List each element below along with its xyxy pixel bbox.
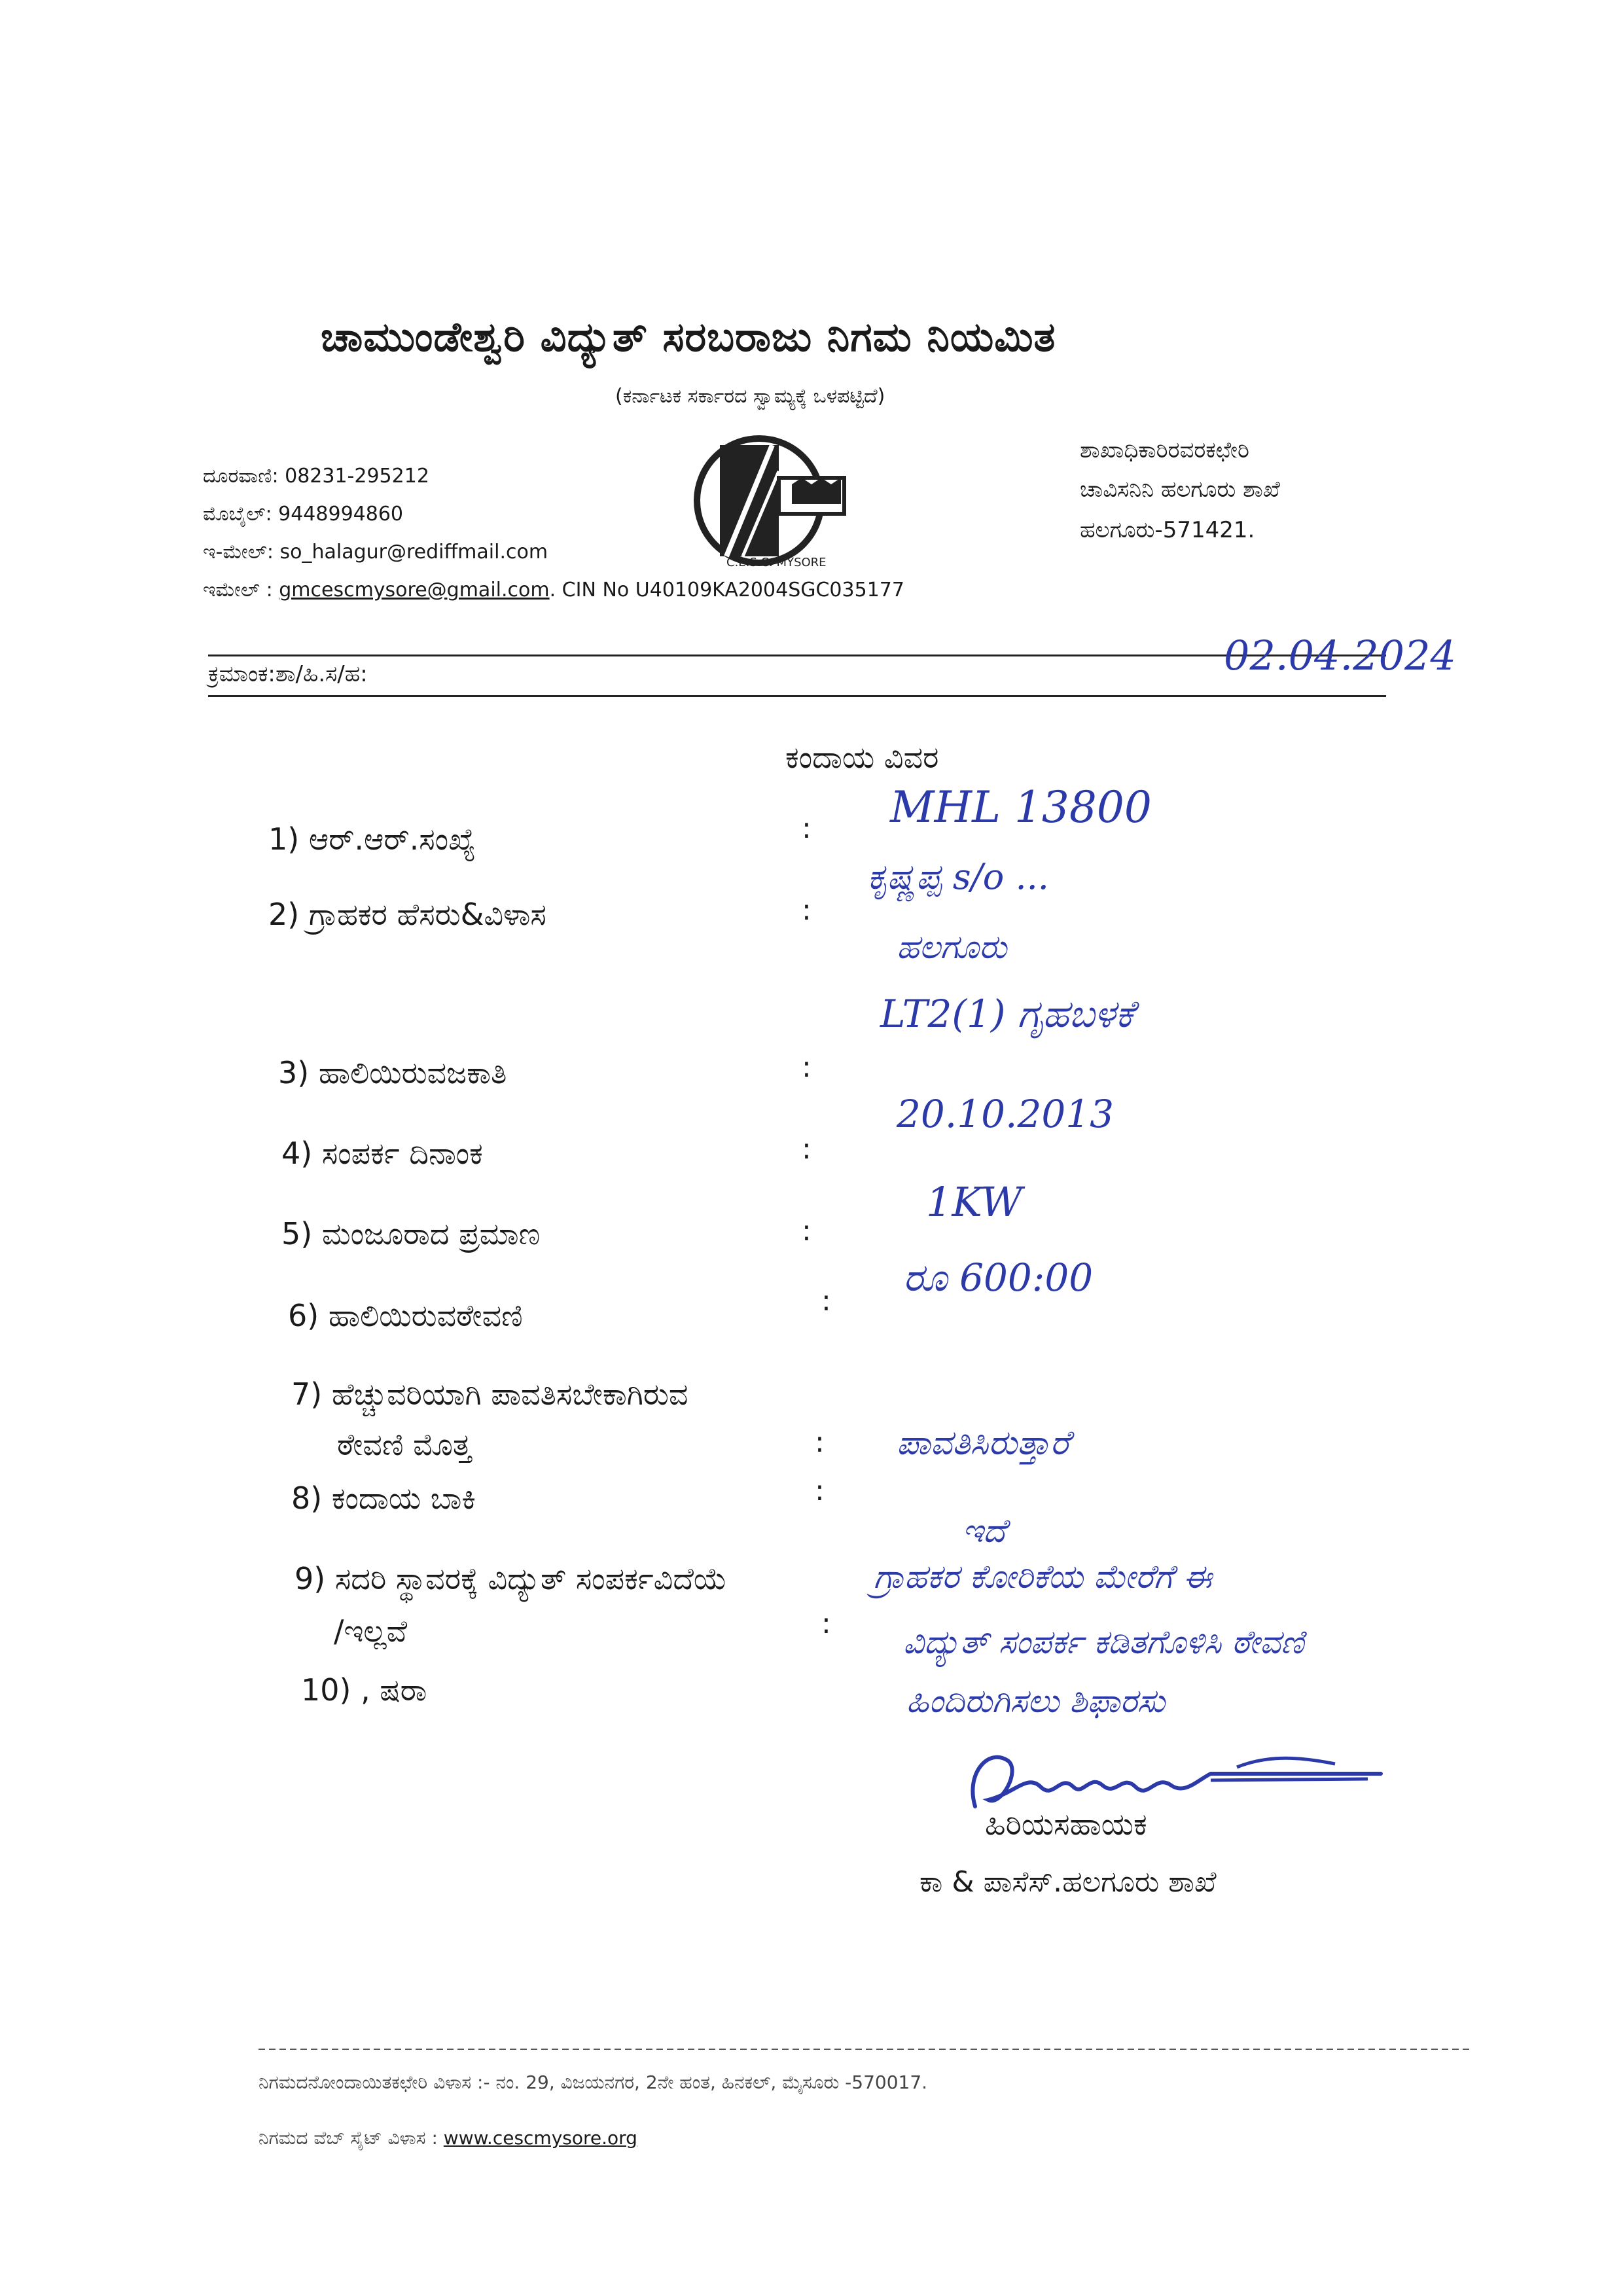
- footer-web-line: [259, 2127, 637, 2149]
- row-4-value: 20.10.2013: [897, 1092, 1115, 1136]
- row-3-colon: :: [802, 1050, 812, 1084]
- reference-bottom-rule: [208, 695, 1386, 697]
- row-7-label: 7) ಹೆಚ್ಚುವರಿಯಾಗಿ ಪಾವತಿಸಬೇಕಾಗಿರುವ: [291, 1376, 688, 1412]
- phone-line: ದೂರವಾಣಿ: 08231-295212: [203, 465, 429, 488]
- row-4-label: 4) ಸಂಪರ್ಕ ದಿನಾಂಕ: [281, 1136, 483, 1171]
- form-heading: ಕಂದಾಯ ವಿವರ: [785, 740, 939, 775]
- row-10-label: 10) , ಷರಾ: [301, 1672, 427, 1708]
- remark-line-2: ಗ್ರಾಹಕರ ಕೋರಿಕೆಯ ಮೇರೆಗೆ ಈ: [874, 1558, 1212, 1596]
- cin-number: . CIN No U40109KA2004SGC035177: [549, 579, 904, 601]
- reference-label: ಕ್ರಮಾಂಕ:ಶಾ/ಹಿ.ಸ/ಹ:: [208, 661, 368, 687]
- reference-date: 02.04.2024: [1224, 632, 1456, 679]
- row-5-label: 5) ಮಂಜೂರಾದ ಪ್ರಮಾಣ: [281, 1216, 541, 1251]
- email2-label: ಇಮೇಲ್ :: [203, 579, 273, 601]
- footer-web-label: ನಿಗಮದ ವೆಬ್ ಸೈಟ್ ವಿಳಾಸ :: [259, 2127, 438, 2149]
- footer-web-link[interactable]: www.cescmysore.org: [443, 2127, 637, 2149]
- reference-top-rule: [208, 655, 1386, 656]
- org-subtitle: (ಕರ್ನಾಟಕ ಸರ್ಕಾರದ ಸ್ವಾಮ್ಯಕ್ಕೆ ಒಳಪಟ್ಟಿದೆ): [615, 385, 885, 408]
- row-2-colon: :: [802, 893, 812, 927]
- remark-line-4: ಹಿಂದಿರುಗಿಸಲು ಶಿಫಾರಸು: [906, 1682, 1166, 1720]
- row-7-colon: :: [815, 1426, 825, 1459]
- office-line-1: ಶಾಖಾಧಿಕಾರಿರವರಕಛೇರಿ: [1080, 437, 1250, 463]
- signature-branch: ಕಾ & ಪಾಸೆಸ್.ಹಲಗೂರು ಶಾಖೆ: [919, 1865, 1217, 1899]
- signature-designation: ಹಿರಿಯಸಹಾಯಕ: [985, 1806, 1147, 1842]
- row-8-colon: :: [815, 1474, 825, 1507]
- row-1-colon: :: [802, 812, 812, 845]
- row-2-value-line2: ಹಲಗೂರು: [897, 928, 1007, 966]
- row-5-value: 1KW: [926, 1178, 1023, 1226]
- row-5-colon: :: [802, 1214, 812, 1247]
- row-3-label: 3) ಹಾಲಿಯಿರುವಜಕಾತಿ: [278, 1055, 507, 1090]
- logo-text: C.E.S.C. MYSORE: [726, 556, 827, 569]
- row-4-colon: :: [802, 1132, 812, 1166]
- email-line: ಇ-ಮೇಲ್: so_halagur@rediffmail.com: [203, 541, 548, 564]
- email-cin-line: [203, 579, 904, 601]
- mobile-line: ಮೊಬೈಲ್: 9448994860: [203, 503, 404, 526]
- org-name: ಚಾಮುಂಡೇಶ್ವರಿ ವಿದ್ಯುತ್ ಸರಬರಾಜು ನಿಗಮ ನಿಯಮಿತ: [321, 313, 1056, 361]
- row-9-colon: :: [821, 1607, 831, 1640]
- row-6-label: 6) ಹಾಲಿಯಿರುವಠೇವಣಿ: [288, 1298, 523, 1333]
- cesc-logo: [681, 432, 864, 569]
- row-7-label-line2: ಠೇವಣಿ ಮೊತ್ತ: [337, 1427, 472, 1462]
- remark-line-1: ಇದೆ: [962, 1512, 1006, 1550]
- row-1-label: 1) ಆರ್.ಆರ್.ಸಂಖ್ಯೆ: [268, 821, 476, 857]
- row-2-label: 2) ಗ್ರಾಹಕರ ಹೆಸರು&ವಿಳಾಸ: [268, 897, 546, 932]
- row-8-label: 8) ಕಂದಾಯ ಬಾಕಿ: [291, 1480, 476, 1516]
- footer-rule: [259, 2049, 1469, 2050]
- row-6-colon: :: [821, 1284, 831, 1318]
- row-9-label: 9) ಸದರಿ ಸ್ಥಾವರಕ್ಕೆ ವಿದ್ಯುತ್ ಸಂಪರ್ಕವಿದೆಯೆ: [294, 1561, 728, 1596]
- row-8-value: ಪಾವತಿಸಿರುತ್ತಾರೆ: [897, 1424, 1070, 1463]
- email2-link[interactable]: gmcescmysore@gmail.com: [279, 579, 550, 601]
- footer-address: ನಿಗಮದನೋಂದಾಯಿತಕಛೇರಿ ವಿಳಾಸ :- ನಂ. 29, ವಿಜಯನಗರ, 2ನೇ ಹಂತ, ಹಿನಕಲ್, ಮೈಸೂರು -570017.: [259, 2072, 928, 2093]
- office-line-2: ಚಾವಿಸನಿನಿ ಹಲಗೂರು ಶಾಖೆ: [1080, 476, 1280, 503]
- row-9-label-line2: /ಇಲ್ಲವೆ: [334, 1613, 408, 1649]
- row-3-value: LT2(1) ಗೃಹಬಳಕೆ: [880, 992, 1134, 1036]
- row-2-value: ಕೃಷ್ಣಪ್ಪ s/o ...: [867, 856, 1049, 897]
- row-1-value: MHL 13800: [890, 782, 1152, 833]
- remark-line-3: ವಿದ್ಯುತ್ ಸಂಪರ್ಕ ಕಡಿತಗೊಳಿಸಿ ಠೇವಣಿ: [903, 1623, 1304, 1661]
- row-6-value: ರೂ 600:00: [903, 1255, 1094, 1300]
- office-line-3: ಹಲಗೂರು-571421.: [1080, 517, 1255, 543]
